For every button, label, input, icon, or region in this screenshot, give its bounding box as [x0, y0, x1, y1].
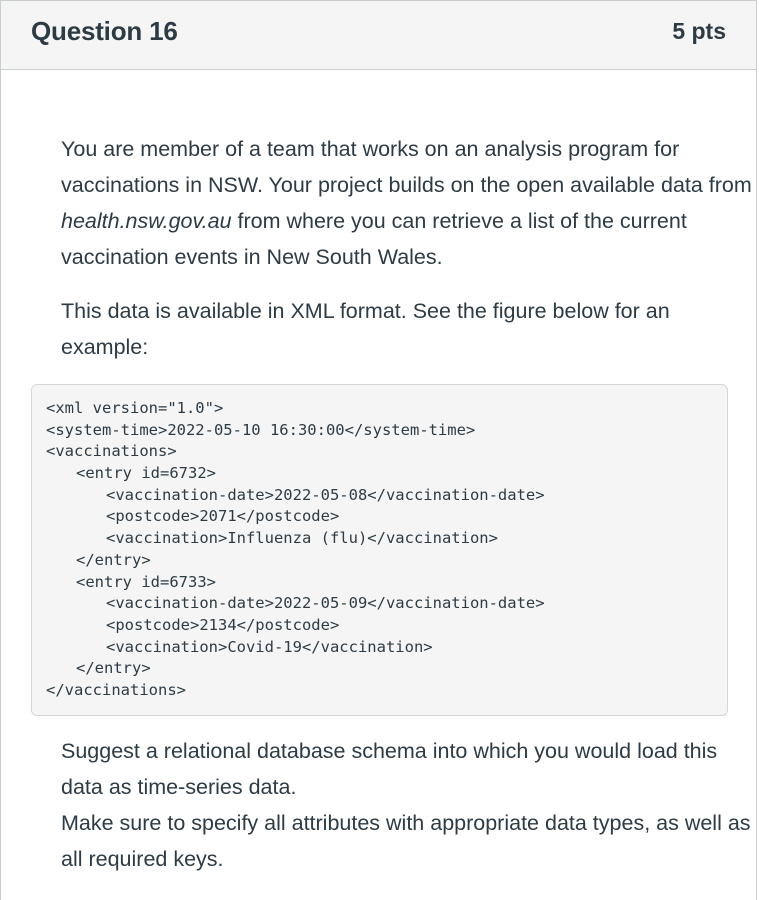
- code-line: <postcode>2134</postcode>: [106, 615, 340, 634]
- question-title: Question 16: [31, 15, 178, 46]
- code-line: <xml version="1.0">: [46, 399, 224, 417]
- code-line: <vaccination-date>2022-05-08</vaccination-date>: [106, 485, 545, 504]
- task-text-line2: Make sure to specify all attributes with appropriate data types, as well as all required keys.: [61, 811, 751, 871]
- question-paragraph-format: This data is available in XML format. See the figure below for an example:: [61, 299, 670, 359]
- task-text-line1: Suggest a relational database schema into which you would load this data as time-series data.: [61, 739, 718, 799]
- code-line: <entry id=6733>: [76, 572, 216, 591]
- question-paragraph-intro: [31, 131, 759, 275]
- code-line: <vaccination>Influenza (flu)</vaccination>: [106, 529, 498, 548]
- code-line: </entry>: [76, 659, 151, 678]
- code-line: <postcode>2071</postcode>: [106, 507, 340, 526]
- question-points: 5 pts: [672, 17, 726, 44]
- intro-text-start: You are member of a team that works on an analysis program for vaccinations in NSW. Your project builds on the open available data from: [61, 137, 752, 197]
- code-line: </entry>: [76, 550, 151, 569]
- code-line: <system-time>2022-05-10 16:30:00</system-time>: [46, 420, 476, 439]
- question-header: [1, 1, 756, 70]
- intro-text-end: from where you can retrieve a list of the current vaccination events in New South Wales.: [61, 209, 687, 269]
- code-line: </vaccinations>: [46, 680, 186, 699]
- code-line: <vaccination>Covid-19</vaccination>: [106, 637, 433, 656]
- code-line: <entry id=6732>: [76, 464, 216, 483]
- intro-text-source: health.nsw.gov.au: [61, 209, 232, 233]
- xml-code-block: [31, 384, 728, 716]
- code-line: <vaccination-date>2022-05-09</vaccination-date>: [106, 594, 545, 613]
- code-line: <vaccinations>: [46, 442, 177, 461]
- question-paragraph-task: [31, 733, 759, 877]
